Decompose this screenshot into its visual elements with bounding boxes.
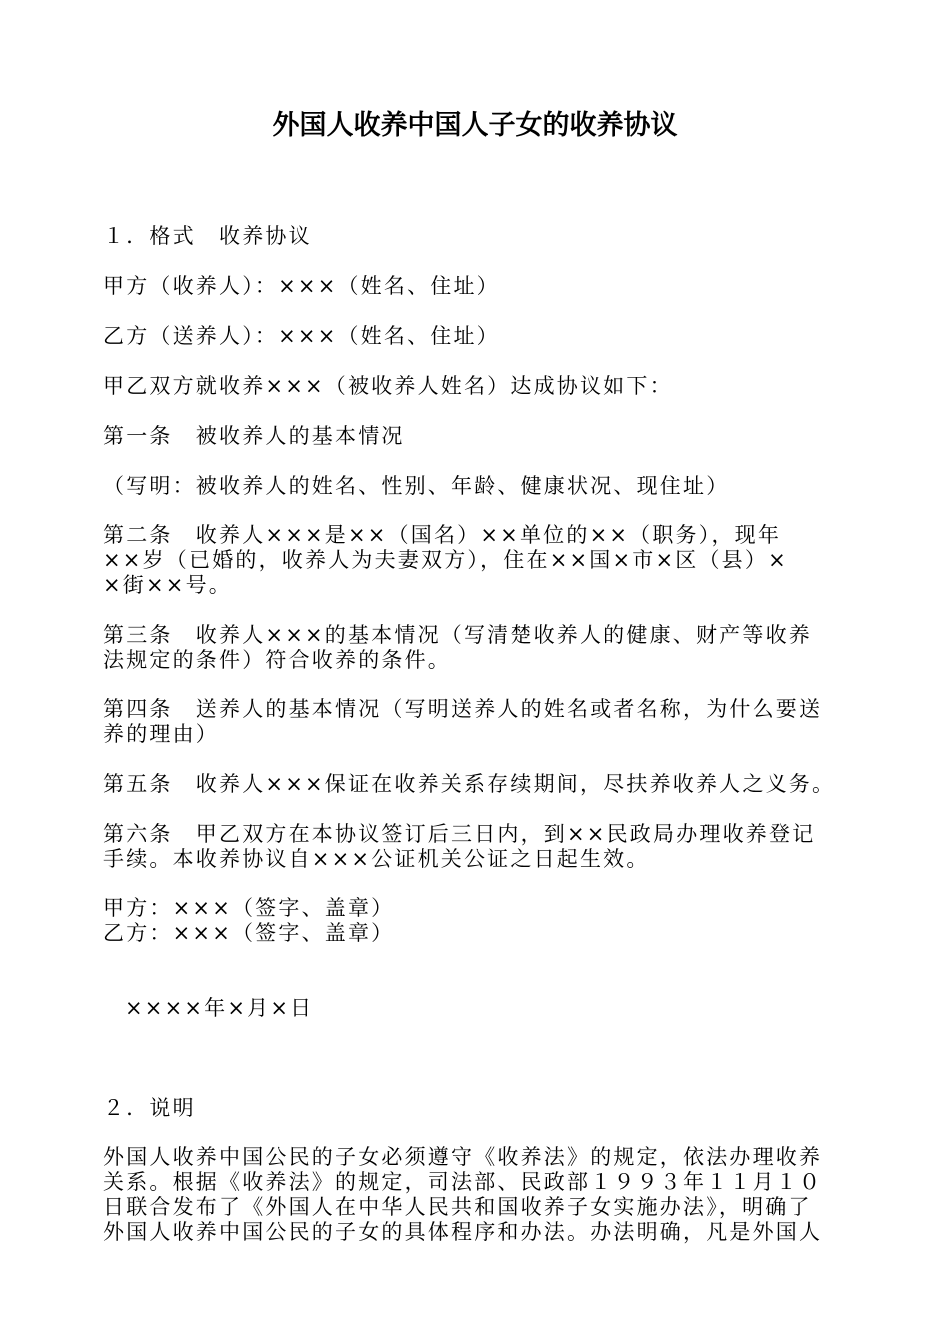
signature-party-a: 甲方：×××（签字、盖章） (103, 896, 395, 920)
party-a-line: 甲方（收养人）：×××（姓名、住址） (103, 274, 500, 298)
article-4-line: 养的理由） (103, 722, 219, 746)
article-3-line: 法规定的条件）符合收养的条件。 (103, 648, 451, 672)
article-6 (103, 822, 855, 872)
article-1: 第一条 被收养人的基本情况 (103, 424, 405, 448)
explanation-line: 外国人收养中国公民的子女必须遵守《收养法》的规定，依法办理收养 (103, 1145, 823, 1169)
explanation-line: 外国人收养中国公民的子女的具体程序和办法。办法明确，凡是外国人 (103, 1220, 823, 1244)
document-title: 外国人收养中国人子女的收养协议 (272, 110, 678, 141)
signature-block (103, 896, 855, 946)
article-3-line: 第三条 收养人×××的基本情况（写清楚收养人的健康、财产等收养 (103, 623, 812, 647)
article-5: 第五条 收养人×××保证在收养关系存续期间，尽扶养收养人之义务。 (103, 772, 836, 796)
article-2-line: 第二条 收养人×××是××（国名）××单位的××（职务），现年 (103, 523, 782, 547)
party-b-line: 乙方（送养人）：×××（姓名、住址） (103, 324, 500, 348)
article-4 (103, 697, 855, 747)
article-6-line: 手续。本收养协议自×××公证机关公证之日起生效。 (103, 847, 650, 871)
section1-heading: １．格式 收养协议 (103, 224, 312, 248)
date-line: ××××年×月×日 (125, 996, 314, 1020)
article-6-line: 第六条 甲乙双方在本协议签订后三日内，到××民政局办理收养登记 (103, 822, 816, 846)
article-4-line: 第四条 送养人的基本情况（写明送养人的姓名或者名称，为什么要送 (103, 697, 823, 721)
explanation-line: 关系。根据《收养法》的规定，司法部、民政部１９９３年１１月１０ (103, 1170, 823, 1194)
section2-heading: ２．说明 (103, 1096, 196, 1120)
signature-party-b: 乙方：×××（签字、盖章） (103, 921, 395, 945)
article-2-line: ××岁（已婚的，收养人为夫妻双方），住在××国×市×区（县）× (103, 548, 788, 572)
article-2-line: ×街××号。 (103, 573, 232, 597)
article-3 (103, 623, 855, 673)
article-2 (103, 523, 855, 598)
explanation-paragraph (103, 1145, 855, 1245)
explanation-line: 日联合发布了《外国人在中华人民共和国收养子女实施办法》，明确了 (103, 1195, 812, 1219)
article-1-note: （写明：被收养人的姓名、性别、年龄、健康状况、现住址） (103, 474, 730, 498)
intro-paragraph: 甲乙双方就收养×××（被收养人姓名）达成协议如下： (103, 374, 673, 398)
